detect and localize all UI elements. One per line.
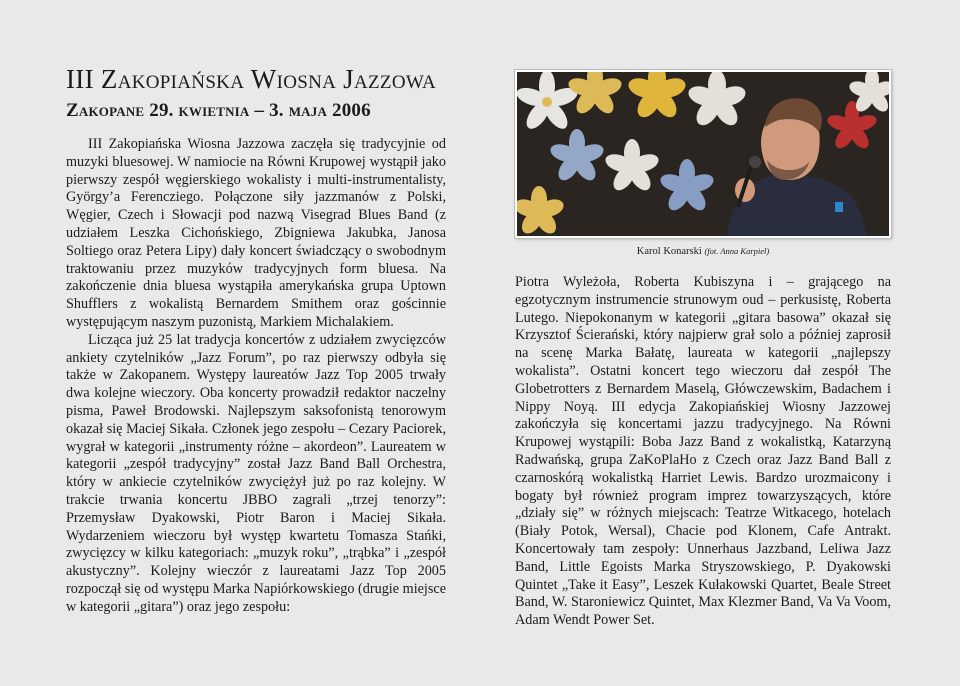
paragraph-3: Piotra Wyleżoła, Roberta Kubiszyna i – grającego na egzotycznym instrumencie strunowym oud – perkusistę, Roberta Lutego. Niepokonanym w kategorii „gitara basowa” okazał się Krzysztof Ścierański, który najpierw grał solo a później zaprosił na scenę Marka Bałatę, laureata w kategorii „najlepszy wokalista”. Ostatni koncert tego wieczoru dał zespół The Globetrotters z Bernardem Maselą, Główczewskim, Badachem i Nippy Noyą. III edycja Zakopiańskiej Wiosny Jazzowej zakończyła się koncertami jazzu tradycyjnego. Na Równi Krupowej wystąpili: Boba Jazz Band z wokalistką, Katarzyną Radwańską, grupa ZaKoPlaHo z Czech oraz Jazz Band Ball z czarnoskórą wokalistką Harriet Lewis. Bardzo urozmaicony i bogaty był również program imprez towarzyszących, które „działy się” w różnych miejscach: Teatrze Witkacego, hotelach (Biały Potok, Wersal), Chacie pod Klonem, Cafe Antrakt. Koncertowały tam zespoły: Unnerhaus Jazzband, Leliwa Jazz Band, Little Egoists Marka Stryszowskiego, P. Dyakowski Quintet „Take it Easy”, Leszek Kułakowski Quartet, Beale Street Band, W. Staroniewicz Quintet, Max Klezmer Band, Va Va Voom, Adam Wendt Power Set.	[515, 274, 891, 629]
caption-name: Karol Konarski	[636, 246, 702, 257]
article-title: III Zakopiańska Wiosna Jazzowa	[66, 64, 436, 94]
paragraph-2: Licząca już 25 lat tradycja koncertów z udziałem zwycięzców ankiety czytelników „Jazz Forum”, po raz pierwszy odbyła się także w Zakopanem. Występy laureatów Jazz Top 2005 trwały dwa kolejne wieczory. Oba koncerty prowadził redaktor naczelny pisma, Paweł Brodowski. Najlepszym saksofonistą tenorowym okazał się Maciej Sikała. Członek jego zespołu – Cezary Paciorek, wygrał w kategorii „instrumenty różne – akordeon”. Laureatem w kategorii „zespół tradycyjny” został Jazz Band Ball Orchestra, który w ankiecie czytelników zwyciężył już po raz kolejny. W trakcie trwania koncertu JBBO zagrali „trzej tenorzy”: Przemysław Dyakowski, Piotr Baron i Maciej Sikała. Wydarzeniem wieczoru był występ kwartetu Tomasza Stańki, zwycięzcy w kilku kategoriach: „muzyk roku”, „trąbka” i „zespół akustyczny”. Kolejny wieczór z laureatami Jazz Top 2005 rozpoczął się od występu Marka Napiórkowskiego (drugie miejsce w kategorii „gitara”) oraz jego zespołu:	[66, 331, 446, 615]
left-column	[66, 64, 446, 617]
photo-caption	[515, 245, 891, 258]
concert-photo	[515, 70, 891, 238]
article-subtitle: Zakopane 29. kwietnia – 3. maja 2006	[66, 100, 371, 121]
caption-credit: (fot. Anna Karpiel)	[704, 246, 770, 256]
singer-photo-illustration	[517, 72, 889, 236]
paragraph-1: III Zakopiańska Wiosna Jazzowa zaczęła się tradycyjnie od muzyki bluesowej. W namiocie na Równi Krupowej wystąpił jako pierwszy zespół węgierskiego wokalisty i multi-instrumentalisty, György’a Ferencziego. Połączone siły jazzmanów z Polski, Węgier, Czech i Słowacji pod nazwą Visegrad Blues Band (z udziałem Leszka Cichońskiego, Zbigniewa Jakubka, Janosa Soltiego oraz Petera Lipy) dały koncert świadczący o swobodnym traktowaniu przez muzyków tradycyjnych form bluesa. Na zakończenie dnia bluesa wystąpiła amerykańska grupa Uptown Shufflers z wokalistą Bernardem Smithem oraz gościnnie występującym naszym puzonistą, Markiem Michalakiem.	[66, 136, 446, 330]
right-column	[515, 70, 891, 630]
